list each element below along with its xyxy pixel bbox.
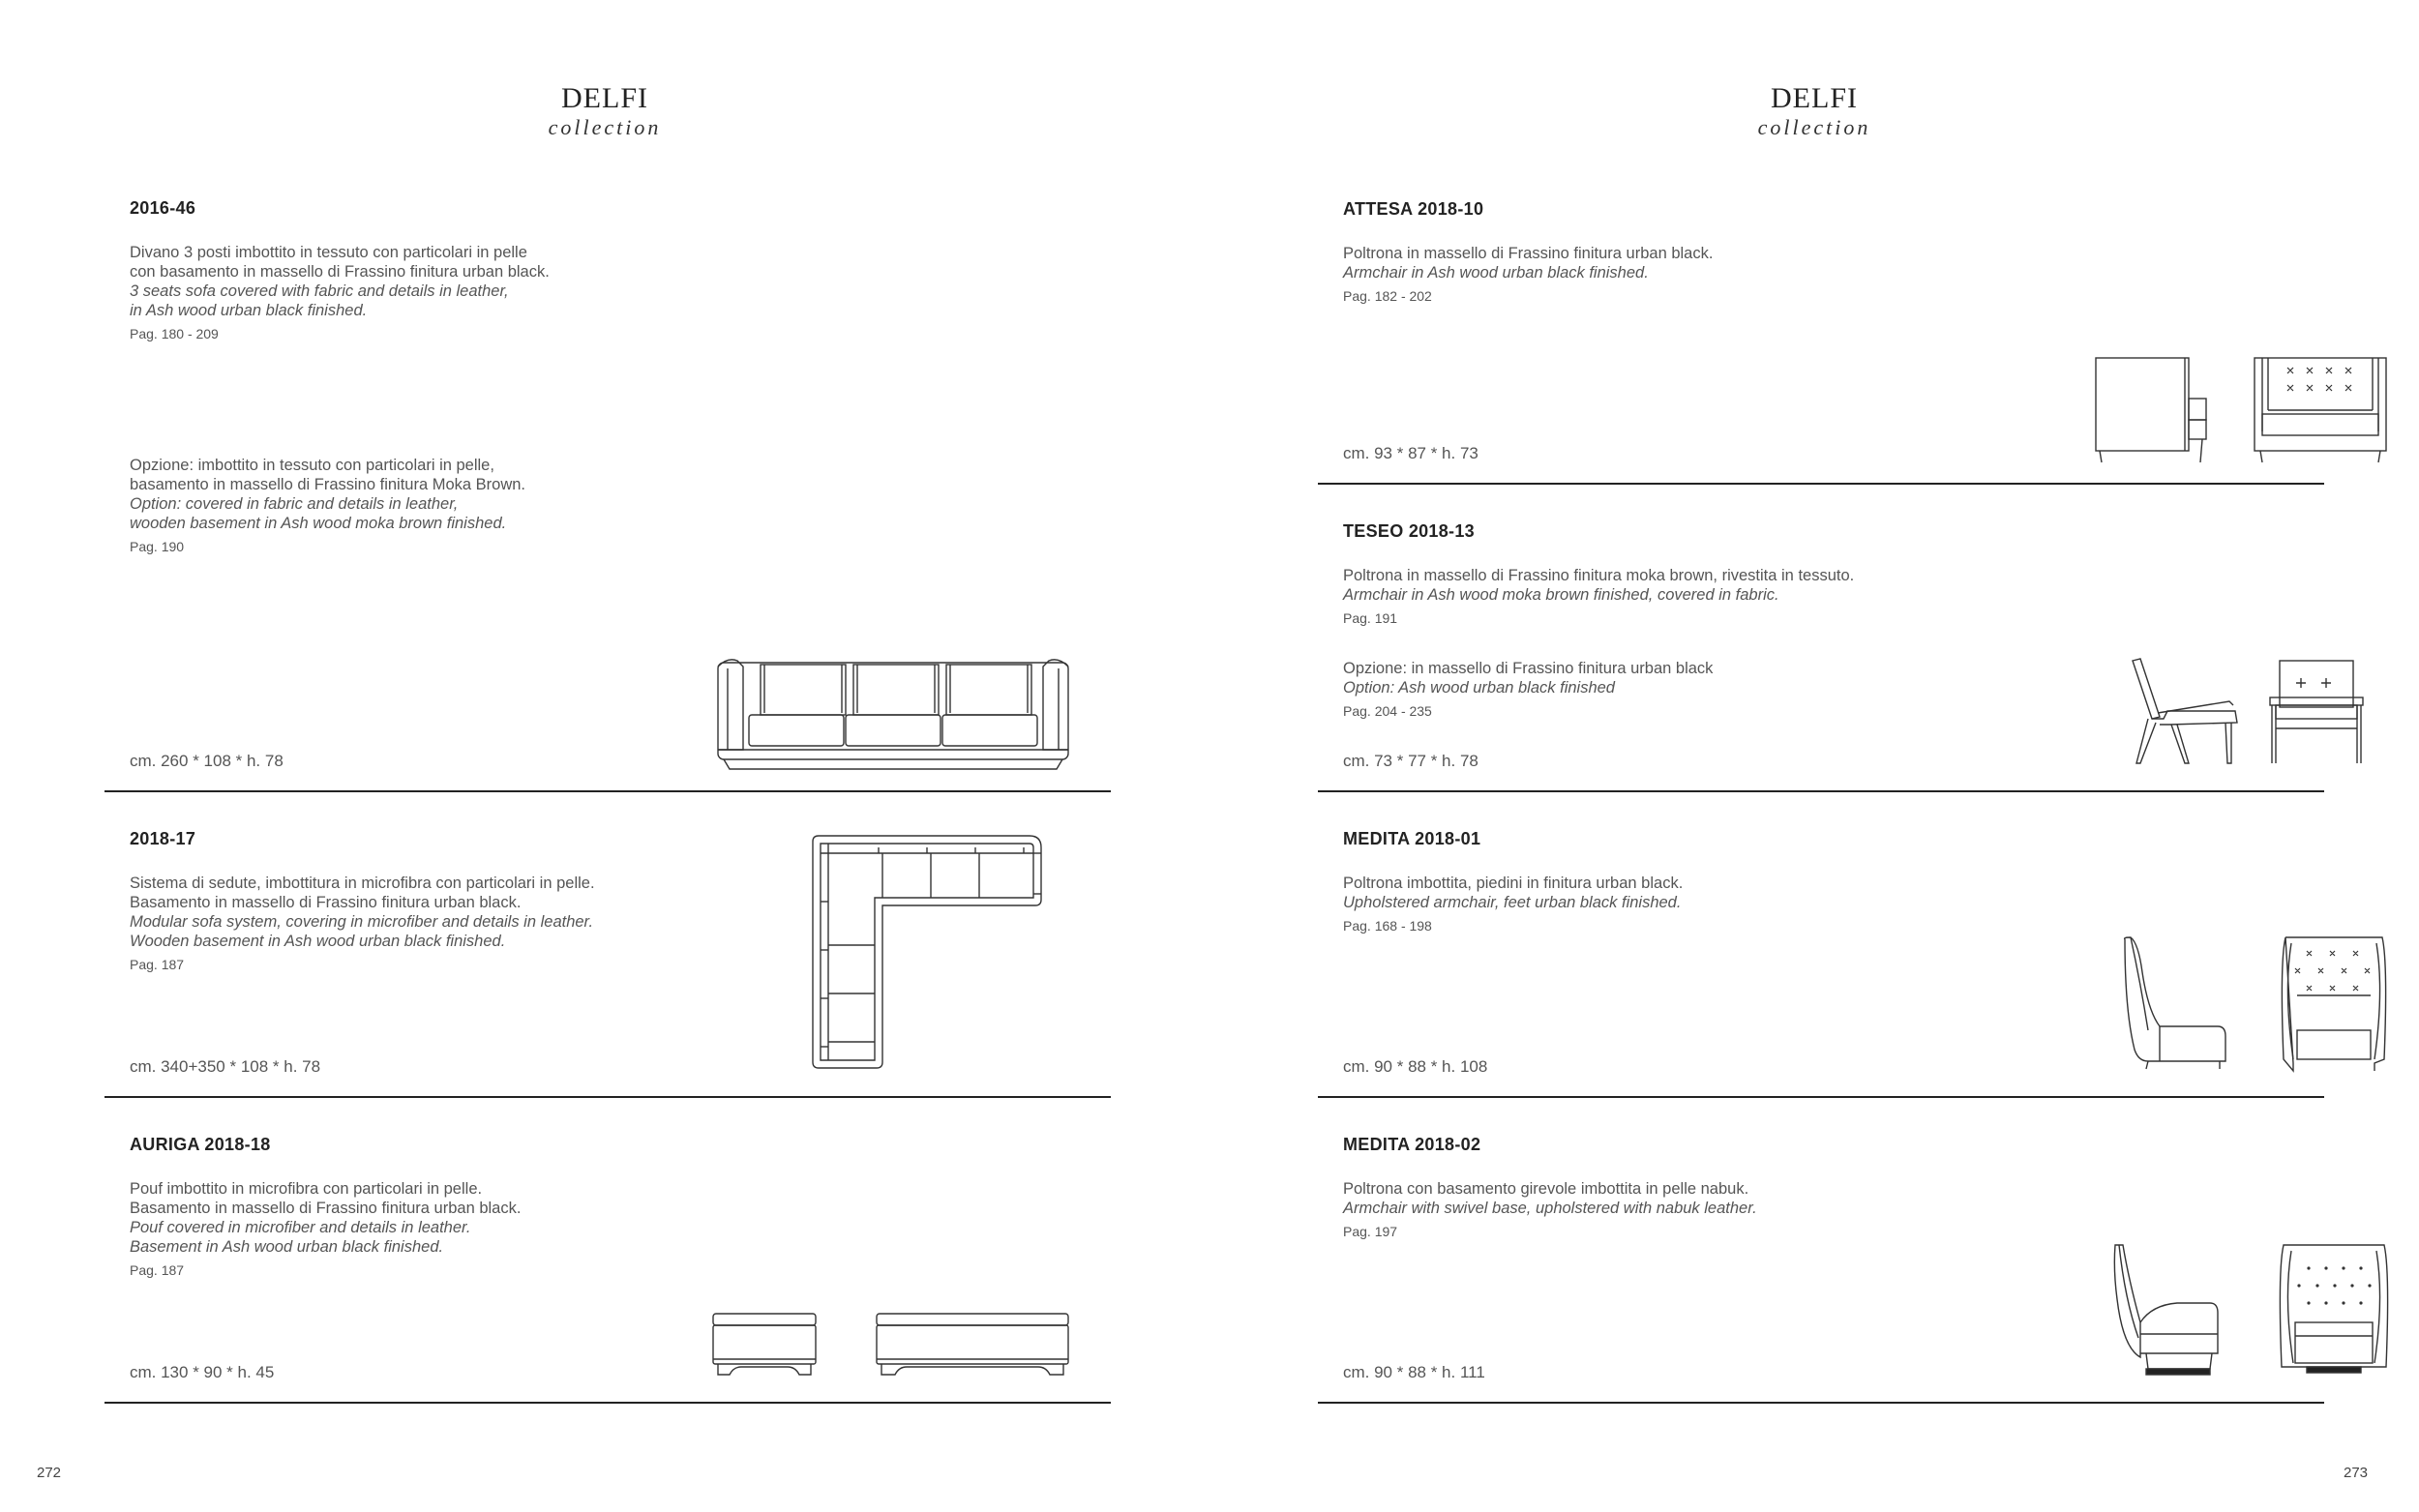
collection-subtitle: collection [548,115,662,139]
product-title: MEDITA 2018-01 [1343,829,1481,848]
section-divider [105,1402,1111,1404]
description-italian: Poltrona in massello di Frassino finitura moka brown, rivestita in tessuto. [1343,567,1855,584]
section-divider [1318,1096,2324,1098]
description-english: Armchair in Ash wood urban black finished. [1343,264,1649,282]
page-reference: Pag. 191 [1343,610,1398,626]
armchair-side-icon [2092,354,2208,465]
product-title: 2018-17 [130,829,196,848]
armchair-front-tufted-icon [2251,354,2390,465]
collection-title: DELFI [561,82,648,114]
description-english: 3 seats sofa covered with fabric and details in leather, in Ash wood urban black finished. [130,282,509,319]
product-section-2016-46 [105,198,1111,793]
product-dimensions: cm. 93 * 87 * h. 73 [1343,444,1478,462]
product-description [130,874,595,974]
product-title: TESEO 2018-13 [1343,521,1475,541]
wingback-chair-front-icon [2278,934,2390,1074]
product-section-attesa-2018-10 [1318,199,2324,489]
page-reference: Pag. 197 [1343,1224,1398,1239]
product-description [1343,874,1683,935]
product-description [130,1179,521,1280]
page-number: 272 [37,1465,62,1481]
description-italian: Poltrona imbottita, piedini in finitura urban black. [1343,875,1684,892]
section-divider [1318,483,2324,485]
sofa-3-seat-front-icon [714,653,1072,774]
product-dimensions: cm. 90 * 88 * h. 111 [1343,1363,1485,1381]
product-description [1343,566,1854,628]
section-divider [1318,790,2324,792]
product-title: MEDITA 2018-02 [1343,1135,1481,1154]
product-section-auriga-2018-18 [105,1135,1111,1406]
product-dimensions: cm. 260 * 108 * h. 78 [130,752,284,770]
pouf-front-icon [874,1311,1071,1379]
page-reference: Pag. 180 - 209 [130,326,219,341]
option-english: Option: covered in fabric and details in leather, wooden basement in Ash wood moka brown finished. [130,495,507,532]
product-description [1343,1179,1757,1241]
description-italian: Pouf imbottito in microfibra con particolari in pelle. Basamento in massello di Frassino finitura urban black. [130,1180,522,1217]
product-dimensions: cm. 90 * 88 * h. 108 [1343,1057,1488,1076]
product-title: 2016-46 [130,198,196,218]
description-english: Armchair in Ash wood moka brown finished, covered in fabric. [1343,586,1779,604]
description-english: Armchair with swivel base, upholstered with nabuk leather. [1343,1200,1757,1217]
lounge-chair-front-icon [2266,657,2367,768]
product-dimensions: cm. 73 * 77 * h. 78 [1343,752,1478,770]
description-english: Pouf covered in microfiber and details in leather. Basement in Ash wood urban black finished. [130,1219,471,1256]
product-title: ATTESA 2018-10 [1343,199,1484,219]
product-description [1343,244,1713,306]
corner-sofa-plan-icon [809,834,1045,1071]
collection-subtitle: collection [1757,115,1871,139]
collection-title: DELFI [1771,82,1858,114]
description-english: Modular sofa system, covering in microfiber and details in leather. Wooden basement in Ash wood urban black finished. [130,913,594,950]
product-description [130,243,550,343]
product-section-teseo-2018-13 [1318,521,2324,802]
option-page-reference: Pag. 190 [130,539,185,554]
description-italian: Sistema di sedute, imbottitura in microfibra con particolari in pelle. Basamento in massello di Frassino finitura urban black. [130,875,595,911]
product-option [1343,659,1713,721]
swivel-chair-front-icon [2276,1241,2392,1381]
product-section-2018-17 [105,829,1111,1100]
wingback-chair-side-icon [2119,934,2235,1074]
page-reference: Pag. 168 - 198 [1343,918,1432,934]
product-dimensions: cm. 340+350 * 108 * h. 78 [130,1057,321,1076]
lounge-chair-side-icon [2129,657,2245,768]
section-divider [105,790,1111,792]
section-divider [1318,1402,2324,1404]
product-dimensions: cm. 130 * 90 * h. 45 [130,1363,275,1381]
product-title: AURIGA 2018-18 [130,1135,271,1154]
description-italian: Divano 3 posti imbottito in tessuto con particolari in pelle con basamento in massello di Frassino finitura urban black. [130,244,550,281]
product-section-medita-2018-01 [1318,829,2324,1100]
product-section-medita-2018-02 [1318,1135,2324,1406]
page-reference: Pag. 182 - 202 [1343,288,1432,304]
right-page [1210,0,2419,1512]
option-italian: Opzione: imbottito in tessuto con particolari in pelle, basamento in massello di Frassino finitura Moka Brown. [130,457,526,493]
section-divider [105,1096,1111,1098]
swivel-chair-side-icon [2109,1241,2231,1381]
description-english: Upholstered armchair, feet urban black finished. [1343,894,1682,911]
option-italian: Opzione: in massello di Frassino finitura urban black [1343,660,1714,677]
description-italian: Poltrona con basamento girevole imbottita in pelle nabuk. [1343,1180,1749,1198]
product-option [130,456,525,556]
option-page-reference: Pag. 204 - 235 [1343,703,1432,719]
page-number: 273 [2344,1465,2369,1481]
pouf-side-icon [710,1311,819,1379]
page-reference: Pag. 187 [130,1262,185,1278]
page-reference: Pag. 187 [130,957,185,972]
description-italian: Poltrona in massello di Frassino finitura urban black. [1343,245,1714,262]
option-english: Option: Ash wood urban black finished [1343,679,1615,697]
